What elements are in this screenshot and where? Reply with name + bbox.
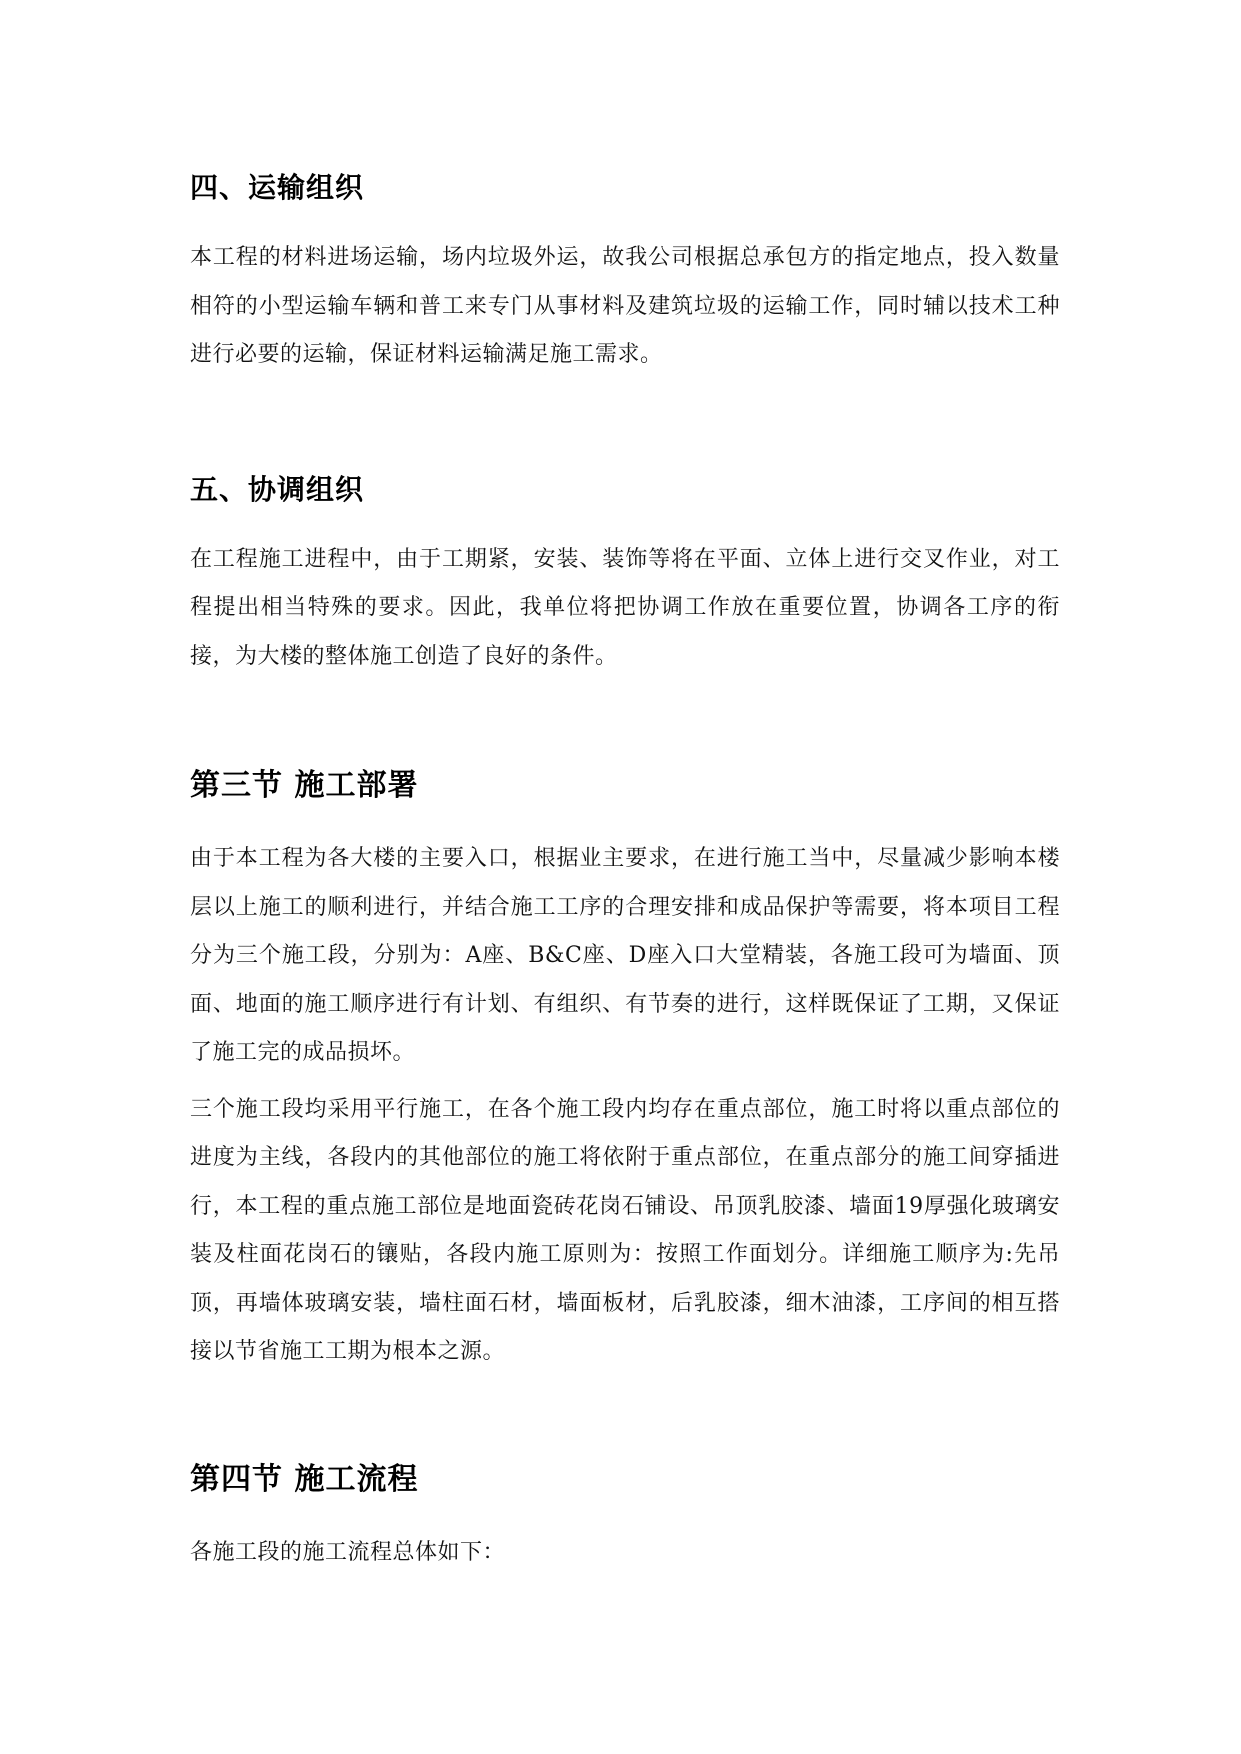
page-content: [190, 150, 1060, 1577]
paragraph-deployment-1: 由于本工程为各大楼的主要入口，根据业主要求，在进行施工当中，尽量减少影响本楼层以上施工的顺利进行，并结合施工工序的合理安排和成品保护等需要，将本项目工程分为三个施工段，分别为：A座、B&C座、D座入口大堂精装，各施工段可为墙面、顶面、地面的施工顺序进行有计划、有组织、有节奏的进行，这样既保证了工期，又保证了施工完的成品损坏。: [190, 846, 1060, 1065]
paragraph-transport: 本工程的材料进场运输，场内垃圾外运，故我公司根据总承包方的指定地点，投入数量相符的小型运输车辆和普工来专门从事材料及建筑垃圾的运输工作，同时辅以技术工种进行必要的运输，保证材料运输满足施工需求。: [190, 245, 1060, 367]
paragraph-deployment-2: 三个施工段均采用平行施工，在各个施工段内均存在重点部位，施工时将以重点部位的进度为主线，各段内的其他部位的施工将依附于重点部位，在重点部分的施工间穿插进行，本工程的重点施工部位是地面瓷砖花岗石铺设、吊顶乳胶漆、墙面19厚强化玻璃安装及柱面花岗石的镶贴，各段内施工原则为：按照工作面划分。详细施工顺序为:先吊顶，再墙体玻璃安装，墙柱面石材，墙面板材，后乳胶漆，细木油漆，工序间的相互搭接以节省施工工期为根本之源。: [190, 1096, 1060, 1364]
section-heading-transport: 四、运输组织: [190, 171, 365, 204]
paragraph-process: 各施工段的施工流程总体如下：: [190, 1539, 506, 1565]
chapter-heading-process: 第四节 施工流程: [190, 1461, 419, 1497]
section-heading-coordination: 五、协调组织: [190, 472, 365, 506]
paragraph-coordination: 在工程施工进程中，由于工期紧，安装、装饰等将在平面、立体上进行交叉作业，对工程提出相当特殊的要求。因此，我单位将把协调工作放在重要位置，协调各工序的衔接，为大楼的整体施工创造了良好的条件。: [190, 546, 1060, 669]
chapter-heading-deployment: 第三节 施工部署: [190, 768, 419, 803]
